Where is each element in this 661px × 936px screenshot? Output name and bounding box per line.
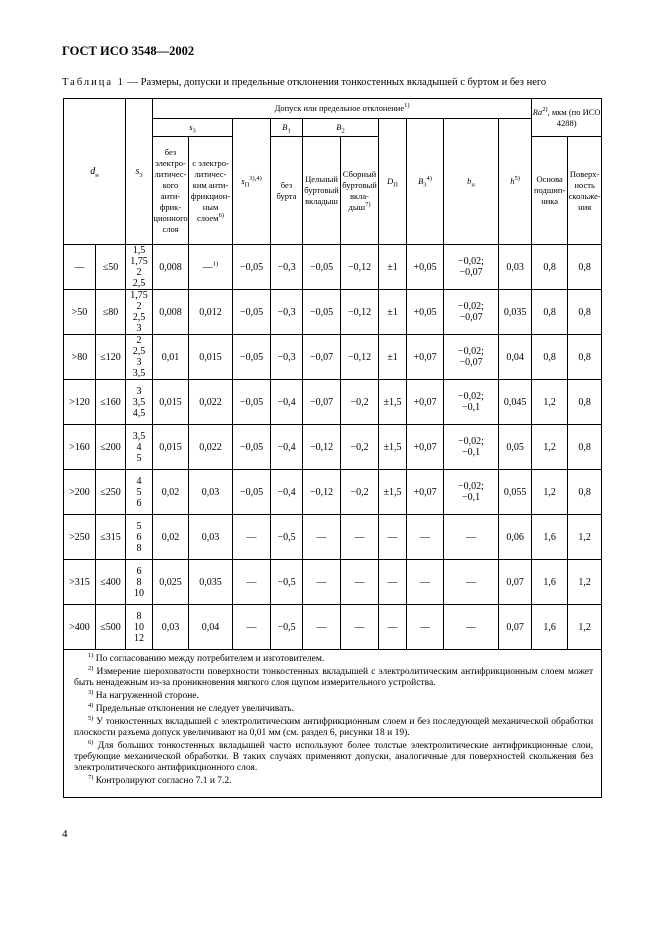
cell-dp: ±1: [379, 335, 407, 380]
cell-dmax: ≤50: [96, 245, 126, 290]
footnote-text: Измерение шероховатости поверхности тонкостенных вкладышей с электролитическим антифрикционным слоем может быть ненадежным из-за проникновения мягкого слоя щупом измерительного устройства.: [74, 667, 594, 688]
cell-s3: 1,75 2 2,5 3: [126, 290, 153, 335]
cell-bn: −0,02; −0,1: [444, 470, 499, 515]
cell-ra-base: 1,2: [532, 470, 568, 515]
cell-bn: −0,02; −0,07: [444, 245, 499, 290]
cell-s3-no: 0,015: [153, 425, 189, 470]
cell-bn: —: [444, 605, 499, 650]
header-ra-base: Основа подшипника: [532, 137, 568, 245]
footnotes: [64, 650, 602, 798]
table-data-rows: [64, 245, 602, 650]
cell-s3-with: [189, 245, 233, 290]
header-b1-no-collar: без бурта: [271, 137, 303, 245]
cell-dp: ±1,5: [379, 425, 407, 470]
cell-s3-with: [189, 335, 233, 380]
table-row: [64, 470, 602, 515]
cell-dmax: ≤315: [96, 515, 126, 560]
cell-b1: −0,4: [271, 380, 303, 425]
cell-ra-surf: 0,8: [568, 245, 602, 290]
table-caption: [62, 77, 602, 88]
cell-s3: 1,5 1,75 2 2,5: [126, 245, 153, 290]
header-b3: $B_3^{4)}$: [407, 119, 444, 245]
cell-s3-with-value: 0,022: [199, 396, 222, 408]
cell-bn: −0,02; −0,07: [444, 335, 499, 380]
cell-b2s: —: [303, 515, 341, 560]
cell-s3-no: 0,015: [153, 380, 189, 425]
cell-b2s: −0,12: [303, 470, 341, 515]
footnote-text: По согласованию между потребителем и изготовителем.: [93, 654, 325, 664]
header-ra-surface: Поверхность скольжения: [568, 137, 602, 245]
cell-b1: −0,3: [271, 245, 303, 290]
cell-dp: ±1,5: [379, 470, 407, 515]
cell-dmin: >120: [64, 380, 96, 425]
table-caption-text: — Размеры, допуски и предельные отклонения тонкостенных вкладышей с буртом и без него: [124, 77, 547, 88]
header-b2-group: $B_2$: [303, 119, 379, 137]
cell-sp: −0,05: [233, 425, 271, 470]
cell-s3: 3,5 4 5: [126, 425, 153, 470]
cell-h: 0,055: [499, 470, 532, 515]
table-row: [64, 425, 602, 470]
footnote: [74, 651, 593, 665]
cell-s3-with: [189, 470, 233, 515]
cell-b2a: −0,2: [341, 425, 379, 470]
cell-h: 0,035: [499, 290, 532, 335]
cell-dmin: >400: [64, 605, 96, 650]
cell-dmin: >250: [64, 515, 96, 560]
cell-b2s: −0,12: [303, 425, 341, 470]
cell-ra-surf: 0,8: [568, 335, 602, 380]
cell-ra-base: 1,2: [532, 425, 568, 470]
cell-b3: +0,07: [407, 470, 444, 515]
cell-ra-surf: 0,8: [568, 470, 602, 515]
cell-b3: +0,07: [407, 380, 444, 425]
cell-s3: 2 2,5 3 3,5: [126, 335, 153, 380]
cell-b1: −0,4: [271, 470, 303, 515]
cell-s3-with: [189, 560, 233, 605]
cell-dmin: —: [64, 245, 96, 290]
table-row: [64, 605, 602, 650]
cell-b1: −0,3: [271, 335, 303, 380]
cell-b3: +0,07: [407, 335, 444, 380]
cell-h: 0,03: [499, 245, 532, 290]
cell-s3-no: 0,03: [153, 605, 189, 650]
cell-s3-with-value: 0,03: [201, 486, 220, 498]
cell-s3-with-value: 0,012: [199, 306, 222, 318]
cell-ra-surf: 1,2: [568, 515, 602, 560]
header-b1-group: $B_1$: [271, 119, 303, 137]
header-sp: $s_П^{3),4)}$: [233, 119, 271, 245]
cell-dmin: >160: [64, 425, 96, 470]
cell-b2a: —: [341, 560, 379, 605]
table-caption-label: Таблица 1: [62, 77, 125, 88]
cell-s3: 5 6 8: [126, 515, 153, 560]
cell-ra-surf: 0,8: [568, 290, 602, 335]
cell-ra-base: 0,8: [532, 290, 568, 335]
cell-b2a: —: [341, 515, 379, 560]
cell-b2s: −0,05: [303, 245, 341, 290]
cell-sp: —: [233, 560, 271, 605]
cell-s3-with: [189, 290, 233, 335]
cell-dmin: >80: [64, 335, 96, 380]
footnote-text: Предельные отклонения не следует увеличивать.: [93, 704, 294, 714]
footnote: [74, 773, 593, 787]
cell-h: 0,07: [499, 605, 532, 650]
header-b2-assembled: Сборный буртовый вкладыш$^{7)}$: [341, 137, 379, 245]
cell-s3: 8 10 12: [126, 605, 153, 650]
footnote-mark: 4): [88, 701, 94, 709]
header-h: $h^{5)}$: [499, 119, 532, 245]
footnote: [74, 714, 594, 739]
cell-h: 0,045: [499, 380, 532, 425]
cell-bn: −0,02; −0,1: [444, 425, 499, 470]
page-number: 4: [62, 828, 68, 840]
footnote-mark: 7): [88, 773, 94, 781]
cell-b2s: −0,07: [303, 380, 341, 425]
cell-ra-base: 1,6: [532, 605, 568, 650]
cell-b1: −0,5: [271, 605, 303, 650]
cell-s3-with-value: —: [202, 261, 213, 273]
footnote-mark: 3): [88, 688, 94, 696]
cell-b2a: −0,12: [341, 245, 379, 290]
cell-s3: 3 3,5 4,5: [126, 380, 153, 425]
table-row: [64, 515, 602, 560]
cell-h: 0,05: [499, 425, 532, 470]
cell-b3: —: [407, 605, 444, 650]
cell-h: 0,06: [499, 515, 532, 560]
cell-s3-with-value: 0,015: [199, 351, 222, 363]
cell-ra-surf: 1,2: [568, 560, 602, 605]
document-title: ГОСТ ИСО 3548—2002: [62, 44, 195, 58]
cell-s3-no: 0,02: [153, 515, 189, 560]
cell-bn: −0,02; −0,07: [444, 290, 499, 335]
cell-bn: —: [444, 560, 499, 605]
cell-sp: −0,05: [233, 380, 271, 425]
header-tolerance-group: Допуск или предельное отклонение$^{1)}$: [153, 99, 532, 119]
cell-dmax: ≤500: [96, 605, 126, 650]
cell-b2a: −0,2: [341, 470, 379, 515]
cell-ra-base: 0,8: [532, 245, 568, 290]
cell-b3: +0,05: [407, 245, 444, 290]
cell-b2a: —: [341, 605, 379, 650]
cell-sp: −0,05: [233, 290, 271, 335]
cell-dmax: ≤120: [96, 335, 126, 380]
cell-s3-with: [189, 425, 233, 470]
footnote-mark: 5): [88, 714, 94, 722]
cell-dmin: >315: [64, 560, 96, 605]
footnote: [74, 701, 593, 715]
header-b2-solid: Цельный буртовый вкладыш: [303, 137, 341, 245]
cell-b2a: −0,12: [341, 290, 379, 335]
cell-s3-with-value: 0,04: [201, 621, 220, 633]
table-row: [64, 335, 602, 380]
cell-sp: −0,05: [233, 245, 271, 290]
cell-b1: −0,5: [271, 515, 303, 560]
cell-s3: 6 8 10: [126, 560, 153, 605]
cell-dp: ±1: [379, 245, 407, 290]
header-s3: $s_3$: [126, 99, 153, 245]
cell-b3: +0,05: [407, 290, 444, 335]
cell-sp: —: [233, 605, 271, 650]
cell-b2s: —: [303, 605, 341, 650]
cell-dmin: >50: [64, 290, 96, 335]
cell-b2a: −0,2: [341, 380, 379, 425]
cell-s3-with: [189, 605, 233, 650]
cell-ra-base: 1,6: [532, 515, 568, 560]
cell-dp: ±1: [379, 290, 407, 335]
footnote-text: Для больших тонкостенных вкладышей часто используют более толстые электролитические антифрикционные слои, требующие механической обработки. В таких случаях применяют допуски, аналогичные для поверхностей скольжения без электролитического антифрикционного слоя.: [74, 741, 594, 773]
cell-s3-with-value: 0,03: [201, 531, 220, 543]
cell-footnote-mark: 1): [212, 260, 219, 268]
cell-ra-base: 1,2: [532, 380, 568, 425]
table-row: [64, 290, 602, 335]
cell-s3-with-value: 0,022: [199, 441, 222, 453]
cell-b2s: −0,07: [303, 335, 341, 380]
cell-sp: —: [233, 515, 271, 560]
footnote-mark: 1): [88, 651, 94, 659]
cell-dmax: ≤160: [96, 380, 126, 425]
header-bn: $b_н$: [444, 119, 499, 245]
footnote-mark: 6): [88, 738, 94, 746]
footnote: [74, 664, 594, 689]
cell-h: 0,04: [499, 335, 532, 380]
cell-dmax: ≤250: [96, 470, 126, 515]
footnote: [74, 688, 593, 702]
cell-b3: +0,07: [407, 425, 444, 470]
cell-dmin: >200: [64, 470, 96, 515]
cell-ra-surf: 1,2: [568, 605, 602, 650]
footnote-text: Контролируют согласно 7.1 и 7.2.: [93, 776, 232, 786]
cell-ra-base: 1,6: [532, 560, 568, 605]
cell-s3: 4 5 6: [126, 470, 153, 515]
cell-b2s: −0,05: [303, 290, 341, 335]
cell-b2s: —: [303, 560, 341, 605]
header-s3-with-layer: с электролитическим антифрикционным слоем$^{6)}$: [189, 137, 233, 245]
cell-b3: —: [407, 560, 444, 605]
header-s3-no-layer: без электролитического антифрикционного слоя: [153, 137, 189, 245]
cell-s3-with: [189, 380, 233, 425]
footnote: [74, 738, 594, 774]
cell-s3-no: 0,02: [153, 470, 189, 515]
cell-b1: −0,5: [271, 560, 303, 605]
cell-s3-no: 0,008: [153, 245, 189, 290]
cell-s3-no: 0,008: [153, 290, 189, 335]
cell-b1: −0,3: [271, 290, 303, 335]
header-ra-group: Ra$^{2)}$, мкм (по ИСО 4288): [532, 99, 602, 137]
cell-s3-with-value: 0,035: [199, 576, 222, 588]
cell-sp: −0,05: [233, 335, 271, 380]
cell-bn: —: [444, 515, 499, 560]
header-dn: $d_н$: [64, 99, 126, 245]
header-s3-group: $s_3$: [153, 119, 233, 137]
cell-h: 0,07: [499, 560, 532, 605]
cell-ra-surf: 0,8: [568, 425, 602, 470]
table-row: [64, 380, 602, 425]
cell-dmax: ≤80: [96, 290, 126, 335]
cell-dmax: ≤400: [96, 560, 126, 605]
cell-dp: —: [379, 560, 407, 605]
cell-sp: −0,05: [233, 470, 271, 515]
header-dp: $D_П$: [379, 119, 407, 245]
cell-s3-no: 0,025: [153, 560, 189, 605]
table-row: [64, 245, 602, 290]
cell-bn: −0,02; −0,1: [444, 380, 499, 425]
cell-dp: —: [379, 515, 407, 560]
cell-ra-surf: 0,8: [568, 380, 602, 425]
cell-dp: —: [379, 605, 407, 650]
footnote-text: У тонкостенных вкладышей с электролитическим антифрикционным слоем и без последующей механической обработки плоскости разъема допуск увеличивают на 0,01 мм (см. раздел 6, рисунки 18 и 19).: [74, 717, 594, 738]
cell-b1: −0,4: [271, 425, 303, 470]
dimensions-table: [63, 98, 602, 798]
cell-s3-with: [189, 515, 233, 560]
footnote-mark: 2): [88, 664, 94, 672]
cell-dp: ±1,5: [379, 380, 407, 425]
cell-dmax: ≤200: [96, 425, 126, 470]
cell-s3-no: 0,01: [153, 335, 189, 380]
table-row: [64, 560, 602, 605]
footnote-text: На нагруженной стороне.: [93, 691, 199, 701]
cell-b3: —: [407, 515, 444, 560]
cell-b2a: −0,12: [341, 335, 379, 380]
cell-ra-base: 0,8: [532, 335, 568, 380]
